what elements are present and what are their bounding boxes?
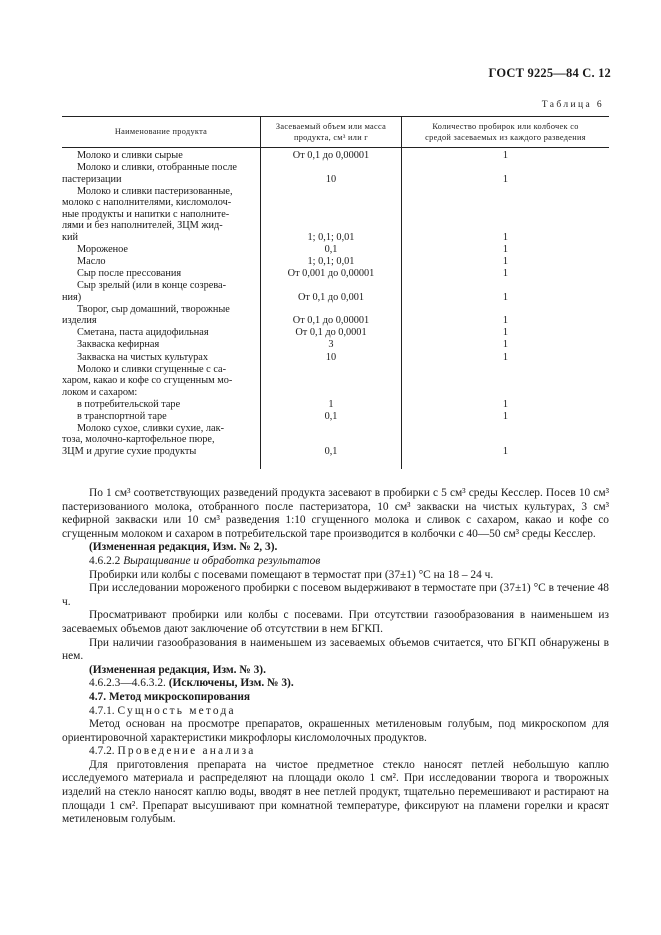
table-cell-product: Молоко сухое, сливки сухие, лак- тоза, молочно-картофельное пюре, ЗЦМ и другие сухие продукты	[62, 422, 225, 457]
table-cell-product: Мороженое	[77, 243, 128, 255]
table-cell-count: 1	[502, 398, 509, 410]
table-cell-volume: 1; 0,1; 0,01	[307, 231, 355, 243]
table-cell-count: 1	[502, 445, 509, 457]
table-cell-volume: 10	[325, 173, 337, 185]
table-cell-volume: 3	[328, 339, 334, 351]
table-cell-volume: 1; 0,1; 0,01	[307, 255, 355, 267]
table-cell-count: 1	[502, 243, 509, 255]
table-cell-volume: От 0,1 до 0,0001	[295, 327, 367, 339]
col-header-product: Наименование продукта	[114, 127, 208, 136]
paragraph: Пробирки или колбы с посевами помещают в термостат при (37±1) °С на 18 – 24 ч.	[89, 568, 494, 581]
col-header-volume: Засеваемый объем или масса продукта, см³ или г	[275, 122, 387, 142]
table-cell-count: 1	[502, 150, 509, 161]
table-cell-volume: От 0,1 до 0,001	[297, 291, 365, 303]
table-cell-product: Сыр зрелый (или в конце созрева- ния)	[62, 280, 227, 303]
paragraph: Для приготовления препарата на чистое предметное стекло наносят петлей небольшую каплю исследуемого материала и распределяют на площади около 1 см². При исследовании творога и творожных изделий на стекло наносят каплю воды, вводят в нее петлей продукт, тщательно перемешивают и растирают на площади 1 см². Препарат высушивают при комнатной температуре, фиксируют на пламени горелки и красят метиленовым голубым.	[62, 758, 609, 826]
table-cell-count: 1	[502, 410, 509, 422]
table-cell-product: Молоко и сливки сырые	[77, 150, 183, 161]
table-cell-volume: 1	[328, 398, 334, 410]
table-caption: Таблица 6	[541, 100, 604, 110]
table-cell-product: в потребительской таре	[77, 398, 181, 410]
table-cell-volume: От 0,1 до 0,00001	[292, 150, 370, 161]
table-cell-product: Закваска на чистых культурах	[77, 351, 209, 363]
paragraph: Просматривают пробирки или колбы с посевами. При отсутствии газообразования в наименьшем из засеваемых объемов дают заключение об отсутствии в нем БГКП.	[62, 609, 609, 635]
section-heading: 4.6.2.2 Выращивание и обработка результатов	[89, 554, 321, 567]
table-cell-volume: 0,1	[324, 445, 338, 457]
body-text	[62, 487, 609, 827]
table-col-divider-1	[260, 116, 261, 469]
table-cell-count: 1	[502, 231, 509, 243]
edition-note: (Измененная редакция, Изм. № 3).	[89, 663, 266, 676]
table-cell-volume: От 0,001 до 0,00001	[287, 268, 375, 279]
paragraph: При исследовании мороженого пробирки с посевом выдерживают в термостате при (37±1) °С в течение 48 ч.	[62, 582, 609, 608]
page-header: ГОСТ 9225—84 С. 12	[488, 66, 611, 80]
table-cell-product: Молоко и сливки сгущенные с са- харом, какао и кофе со сгущенным мо- локом и сахаром:	[62, 363, 233, 398]
table-cell-volume: 0,1	[324, 243, 338, 255]
table-cell-product: Закваска кефирная	[77, 339, 160, 351]
table-cell-count: 1	[502, 327, 509, 339]
table-cell-count: 1	[502, 339, 509, 351]
table-cell-count: 1	[502, 173, 509, 185]
section-heading: 4.6.2.3—4.6.3.2. (Исключены, Изм. № 3).	[89, 677, 294, 690]
paragraph: Метод основан на просмотре препаратов, окрашенных метиленовым голубым, под микроскопом для ориентировочной характеристики микрофлоры кисломолочных продуктов.	[62, 718, 609, 744]
section-heading: 4.7.2. Проведение анализа	[89, 745, 256, 758]
table-cell-count: 1	[502, 291, 509, 303]
table-cell-volume: 0,1	[324, 410, 338, 422]
table-cell-product: Молоко и сливки, отобранные после пастеризации	[62, 162, 237, 185]
table-top-rule	[62, 116, 609, 117]
table-cell-product: Сыр после прессования	[77, 268, 182, 279]
table-cell-product: Сметана, паста ацидофильная	[77, 327, 209, 339]
table-cell-count: 1	[502, 255, 509, 267]
table-cell-count: 1	[502, 268, 509, 279]
table-cell-product: в транспортной таре	[77, 410, 167, 422]
table-cell-product: Масло	[77, 255, 106, 267]
table-header-rule	[62, 147, 609, 148]
table-cell-product: Молоко и сливки пастеризованные, молоко с наполнителями, кисломолоч- ные продукты и напитки с наполните- лями и без наполнителей, ЗЦМ жид- кий	[62, 185, 233, 243]
table-cell-count: 1	[502, 351, 509, 363]
col-header-count: Количество пробирок или колбочек со средой засеваемых из каждого разведения	[425, 122, 586, 142]
section-heading: 4.7. Метод микроскопирования	[89, 690, 251, 703]
table-cell-volume: От 0,1 до 0,00001	[292, 315, 370, 327]
paragraph: При наличии газообразования в наименьшем из засеваемых объемов считается, что БГКП обнаружены в нем.	[62, 636, 609, 663]
table-cell-count: 1	[502, 315, 509, 327]
edition-note: (Измененная редакция, Изм. № 2, 3).	[89, 541, 278, 554]
section-heading: 4.7.1. Сущность метода	[89, 704, 236, 717]
paragraph: По 1 см³ соответствующих разведений продукта засевают в пробирки с 5 см³ среды Кесслер. Посев 10 см³ пастеризованиого молока, отобранного после пастеризатора, 10 см³ закваски на чистых культурах, 3 см³ кефирной закваски или 10 см³ разведения 1:10 сгущенного молока и сливок с сахаром, какао и кофе со сгущенным молоком и сахаром в потребительской таре производится в колбочки с 40—50 см³ среды Кесслер.	[62, 487, 609, 540]
table-cell-product: Творог, сыр домашний, творожные изделия	[62, 303, 230, 327]
table-cell-volume: 10	[325, 351, 337, 363]
